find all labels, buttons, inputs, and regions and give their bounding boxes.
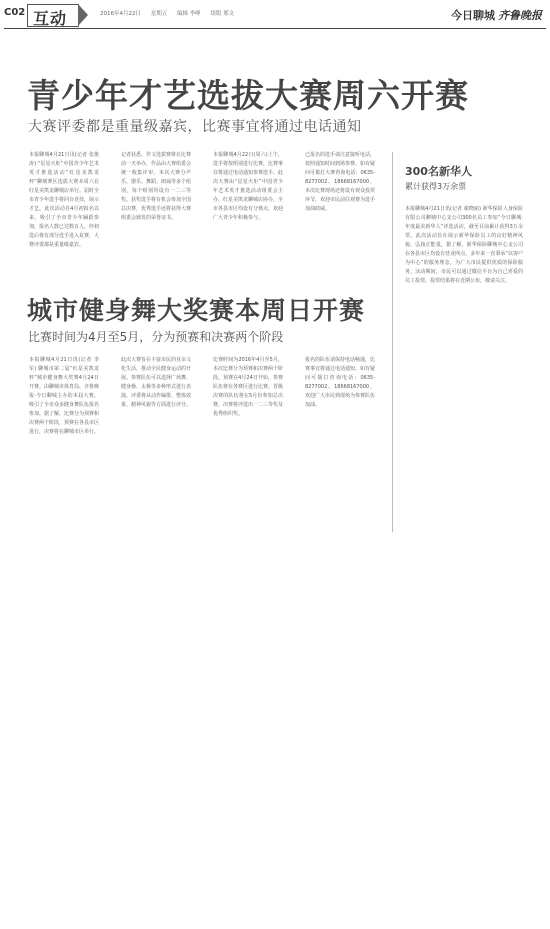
header-editor: 编辑 李峥 xyxy=(177,11,201,17)
brand-prefix: 今日聊城 xyxy=(451,9,495,22)
article1-subheadline: 大赛评委都是重量级嘉宾，比赛事宜将通过电话通知 xyxy=(28,119,362,135)
section-arrow xyxy=(78,4,88,26)
article1-column: 已报名的选手请注意接听电话，按照通知时间到场参赛。如有疑问可拨打大赛咨询电话：0635-8277002、18668167000。本次比赛现场还将设有观众投票环节，欢迎市民前往观赛为选手加油助威。 xyxy=(305,152,375,212)
column-divider xyxy=(392,152,393,532)
newspaper-brand xyxy=(451,7,542,23)
header-designer: 组版 邢文 xyxy=(210,11,235,17)
page-number: C02 xyxy=(4,7,26,18)
article2-subheadline: 比赛时间为4月至5月，分为预赛和决赛两个阶段 xyxy=(28,330,284,344)
article1-headline: 青少年才艺选拔大赛周六开赛 xyxy=(27,76,469,115)
section-label-box xyxy=(27,4,79,27)
page-header xyxy=(0,0,550,32)
article1-column: 记者获悉，作文选拔赛将在比赛前一天举办，作品由大赛组委会统一收集评审。本次大赛分声乐、器乐、舞蹈、朗诵等多个组别，每个组别均设有一二三等奖。获奖选手将有机会参加全国总决赛，优秀选手还将获得大赛组委会颁发的荣誉证书。 xyxy=(121,152,191,221)
article2-headline: 城市健身舞大奖赛本周日开赛 xyxy=(27,296,366,325)
sidebar-headline: 300名新华人 xyxy=(405,165,472,178)
header-weekday: 星期五 xyxy=(150,11,168,17)
sidebar-subheadline: 累计获得3万余票 xyxy=(405,182,467,191)
header-info xyxy=(100,9,242,17)
section-label: 互动 xyxy=(33,9,68,28)
article1-column: 本报聊城4月21日讯(记者 张俊涛) “星星火炬”中国青少年艺术英才推选活动“红星美凯龙杯”聊城赛区选拔大赛本周六在红星美凯龙聊城店举行。届时全市青少年选手将同台竞技，展示才艺。此次活动自4月初报名以来，吸引了全市青少年踊跃参加，报名人数已达数百人，经初选后将有部分选手进入复赛，大赛评委都是重量级嘉宾。 xyxy=(29,152,99,248)
article1-column: 本报聊城4月22日(周六)上午，选手将按组别进行比赛，比赛事宜将通过电话通知参赛选手。此次大赛由“星星火炬”中国青少年艺术英才推选活动组委会主办，红星美凯龙聊城店协办，全市各县市区均设有分赛点，欢迎广大青少年积极参与。 xyxy=(213,152,283,221)
article2-column: 报名的队伍请保持电话畅通，比赛事宜将通过电话通知。如有疑问可拨打咨询电话：0635-8277002、18668167000。欢迎广大市民到现场为参赛队伍加油。 xyxy=(305,357,375,408)
article2-column: 此次大赛旨在丰富市民的业余文化生活，推动全民健身运动的开展。参赛队伍可以选择广场舞、健身操、太极等多种形式进行表演，评委将从动作编排、整体效果、精神风貌等方面进行评分。 xyxy=(121,357,191,408)
header-rule xyxy=(4,28,546,29)
article2-column: 比赛时间为2016年4月至5月，本次比赛分为预赛和决赛两个阶段。预赛在4月24日开始，参赛队伍将在各赛区进行比赛，晋级决赛的队伍将在5月份参加总决赛，决赛将评选出一二三等奖及优秀组织奖。 xyxy=(213,357,283,417)
article2-column: 本报聊城4月21日讯(记者 李军) 聊城市第二届“红星美凯龙杯”城市健身舞大奖赛4月24日开赛。由聊城市体育局、齐鲁晚报·今日聊城主办的本届大赛，吸引了全市众多健身舞队伍报名参加。据了解，比赛分为预赛和决赛两个阶段，预赛在各县市区进行，决赛将在聊城市区举行。 xyxy=(29,357,99,435)
header-date: 2016年4月22日 xyxy=(100,11,141,17)
brand-name: 齐鲁晚报 xyxy=(498,9,542,22)
sidebar-body: 本报聊城4月21日讯(记者 谢晓丽) 新华保险人身保险有限公司聊城中心支公司300名员工参加“今日聊城·年度最美新华人”评选活动，截至目前累计获得3万余票。此次活动旨在展示新华保险员工的良好精神风貌，弘扬正能量。据了解，新华保险聊城中心支公司在各县市区均设有营业网点，多年来一直秉承“以客户为中心”的服务理念，为广大市民提供优质的保险服务。活动期间，市民可以通过微信平台为自己喜爱的员工投票，投票结果将在近期公布，敬请关注。 xyxy=(405,206,523,284)
